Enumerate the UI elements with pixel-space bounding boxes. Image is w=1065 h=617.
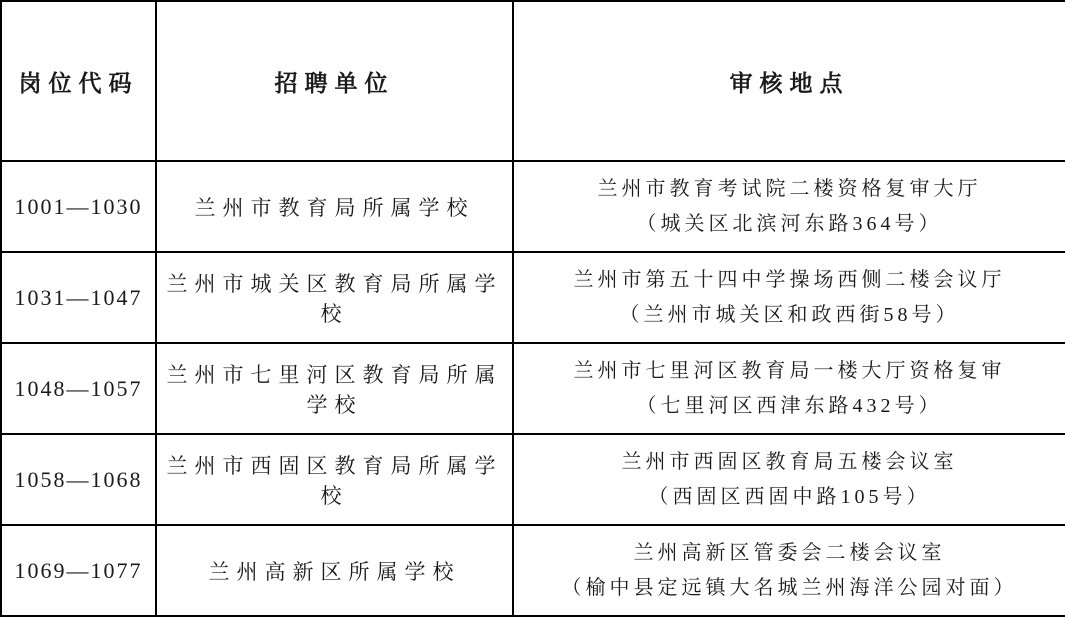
header-position-code: 岗位代码: [1, 1, 156, 161]
position-code: 1031—1047: [1, 252, 156, 343]
recruiting-unit: 兰州高新区所属学校: [156, 525, 513, 616]
review-location: [513, 161, 1065, 252]
location-line-2: （榆中县定远镇大名城兰州海洋公园对面）: [561, 576, 1018, 599]
table-row: [1, 434, 1065, 525]
table-row: [1, 343, 1065, 434]
location-line-2: （兰州市城关区和政西街58号）: [619, 303, 960, 326]
review-location: [513, 434, 1065, 525]
recruiting-unit: 兰州市城关区教育局所属学校: [156, 252, 513, 343]
position-code: 1001—1030: [1, 161, 156, 252]
header-recruiting-unit: 招聘单位: [156, 1, 513, 161]
location-line-1: 兰州高新区管委会二楼会议室: [633, 541, 946, 564]
position-code: 1048—1057: [1, 343, 156, 434]
location-line-2: （七里河区西津东路432号）: [636, 394, 943, 417]
review-location: [513, 343, 1065, 434]
location-line-1: 兰州市教育考试院二楼资格复审大厅: [597, 177, 982, 200]
recruiting-unit: 兰州市教育局所属学校: [156, 161, 513, 252]
table-row: [1, 252, 1065, 343]
review-location: [513, 525, 1065, 616]
position-code: 1069—1077: [1, 525, 156, 616]
header-review-location: 审核地点: [513, 1, 1065, 161]
position-code: 1058—1068: [1, 434, 156, 525]
recruiting-unit: 兰州市七里河区教育局所属学校: [156, 343, 513, 434]
location-line-1: 兰州市西固区教育局五楼会议室: [621, 450, 958, 473]
location-line-1: 兰州市七里河区教育局一楼大厅资格复审: [573, 359, 1006, 382]
recruiting-unit: 兰州市西固区教育局所属学校: [156, 434, 513, 525]
location-line-2: （西固区西固中路105号）: [648, 485, 931, 508]
location-line-2: （城关区北滨河东路364号）: [636, 212, 943, 235]
table-row: [1, 525, 1065, 616]
location-line-1: 兰州市第五十四中学操场西侧二楼会议厅: [573, 268, 1006, 291]
review-location: [513, 252, 1065, 343]
table-header-row: [1, 1, 1065, 161]
table-row: [1, 161, 1065, 252]
